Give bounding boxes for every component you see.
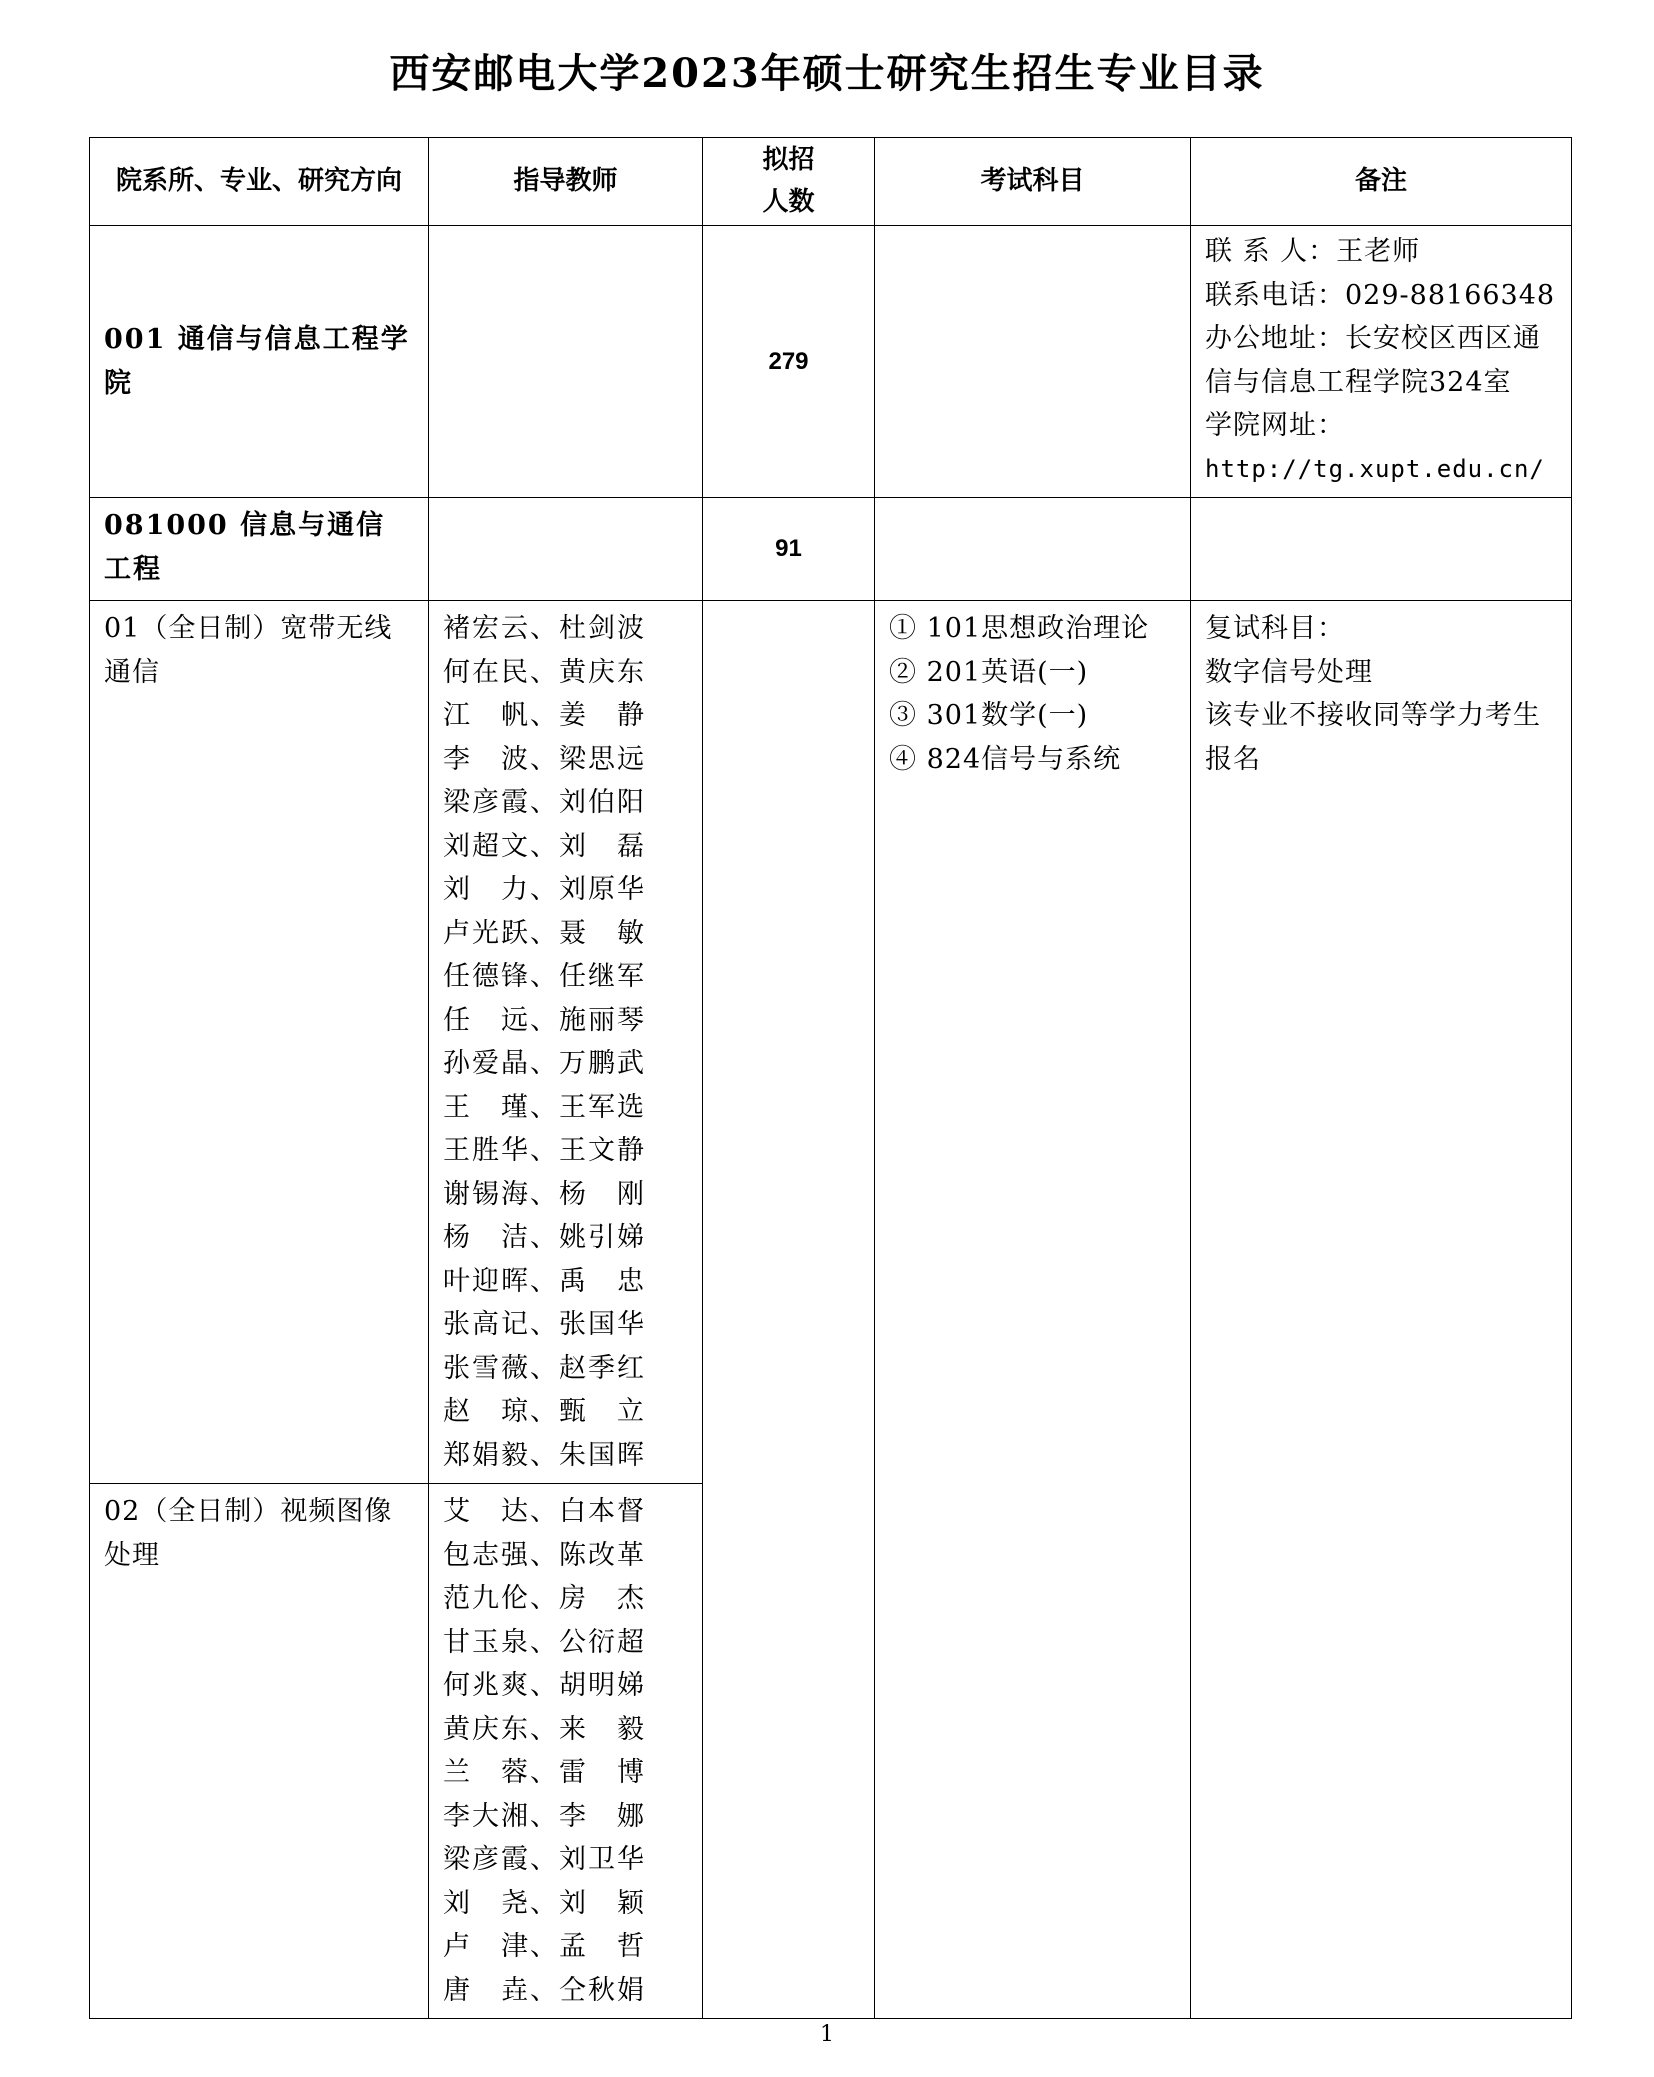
advisor-pair: 褚宏云、杜剑波 <box>443 613 646 644</box>
page-number: 1 <box>820 2022 834 2047</box>
college-row <box>90 226 1572 498</box>
catalog-table <box>89 137 1572 2019</box>
advisor-pair: 张雪薇、赵季红 <box>443 1352 646 1384</box>
advisor-pair: 张高记、张国华 <box>443 1309 646 1340</box>
advisor-pair: 任 远、施丽琴 <box>443 1004 646 1036</box>
advisor-pair: 刘超文、刘 磊 <box>443 830 646 862</box>
exam-subject-math: ③ 301数学(一) <box>889 700 1089 731</box>
advisor-pair: 兰 蓉、雷 博 <box>443 1757 646 1788</box>
direction-01-advisor-cell <box>429 601 703 1484</box>
advisor-pair: 王 瑾、王军选 <box>443 1091 646 1123</box>
header-quota <box>703 138 875 226</box>
major-name-cell <box>90 498 429 601</box>
college-notes-cell <box>1191 226 1572 498</box>
advisor-pair: 何在民、黄庆东 <box>443 656 646 688</box>
college-advisor-cell <box>429 226 703 498</box>
major-quota-cell <box>703 498 875 601</box>
header-quota-line2: 人数 <box>762 187 815 217</box>
major-row <box>90 498 1572 601</box>
office-address-line2: 信与信息工程学院324室 <box>1205 366 1512 398</box>
direction-02-name: 02（全日制）视频图像处理 <box>104 1496 393 1571</box>
advisor-pair: 江 帆、姜 静 <box>443 700 646 731</box>
header-quota-line1: 拟招 <box>762 145 815 175</box>
advisor-pair: 孙爱晶、万鹏武 <box>443 1048 646 1079</box>
college-quota: 279 <box>768 347 809 375</box>
direction-02-advisor-list <box>429 1484 702 2018</box>
advisor-pair: 刘 尧、刘 颖 <box>443 1887 646 1919</box>
advisor-pair: 赵 琼、甄 立 <box>443 1396 646 1427</box>
direction-01-name-cell <box>90 601 429 1484</box>
college-quota-cell <box>703 226 875 498</box>
advisor-pair: 何兆爽、胡明娣 <box>443 1670 646 1701</box>
advisor-pair: 杨 洁、姚引娣 <box>443 1222 646 1253</box>
advisor-pair: 唐 垚、仝秋娟 <box>443 1974 646 2006</box>
college-exam-cell <box>875 226 1191 498</box>
advisor-pair: 刘 力、刘原华 <box>443 874 646 905</box>
header-exam: 考试科目 <box>875 138 1191 226</box>
advisor-pair: 李 波、梁思远 <box>443 743 646 775</box>
direction-02-advisor-cell <box>429 1484 703 2019</box>
website-label: 学院网址： <box>1205 410 1345 441</box>
equivalent-education-note: 该专业不接收同等学力考生报名 <box>1205 700 1541 775</box>
contact-person: 联 系 人：王老师 <box>1205 236 1421 267</box>
retest-label: 复试科目： <box>1205 613 1345 644</box>
retest-subject: 数字信号处理 <box>1205 656 1373 688</box>
exam-subject-english: ② 201英语(一) <box>889 656 1089 688</box>
direction-row-01 <box>90 601 1572 1484</box>
advisor-pair: 王胜华、王文静 <box>443 1135 646 1166</box>
contact-phone: 联系电话：029-88166348 <box>1205 279 1556 311</box>
website-url[interactable]: http://tg.xupt.edu.cn/ <box>1205 454 1545 483</box>
advisor-pair: 黄庆东、来 毅 <box>443 1713 646 1745</box>
major-exam-cell <box>875 498 1191 601</box>
advisor-pair: 梁彦霞、刘卫华 <box>443 1844 646 1875</box>
major-quota: 91 <box>775 535 802 562</box>
direction-01-advisor-list <box>429 601 702 1483</box>
advisor-pair: 卢 津、孟 哲 <box>443 1931 646 1962</box>
exam-subject-politics: ① 101思想政治理论 <box>889 613 1150 644</box>
advisor-pair: 范九伦、房 杰 <box>443 1583 646 1614</box>
direction-01-name: 01（全日制）宽带无线通信 <box>104 613 393 688</box>
advisor-pair: 甘玉泉、公衍超 <box>443 1626 646 1658</box>
advisor-pair: 卢光跃、聂 敏 <box>443 917 646 949</box>
direction-02-name-cell <box>90 1484 429 2019</box>
major-name: 081000 信息与通信工程 <box>104 510 386 585</box>
direction-notes-cell <box>1191 601 1572 2019</box>
header-advisor: 指导教师 <box>429 138 703 226</box>
header-department: 院系所、专业、研究方向 <box>90 138 429 226</box>
advisor-pair: 李大湘、李 娜 <box>443 1800 646 1832</box>
advisor-pair: 郑娟毅、朱国晖 <box>443 1439 646 1471</box>
major-advisor-cell <box>429 498 703 601</box>
exam-subjects-cell <box>875 601 1191 2019</box>
college-name-cell <box>90 226 429 498</box>
header-notes: 备注 <box>1191 138 1572 226</box>
advisor-pair: 谢锡海、杨 刚 <box>443 1178 646 1210</box>
advisor-pair: 任德锋、任继军 <box>443 961 646 992</box>
advisor-pair: 包志强、陈改革 <box>443 1539 646 1571</box>
exam-subject-signals: ④ 824信号与系统 <box>889 743 1122 775</box>
major-notes-cell <box>1191 498 1572 601</box>
college-name: 001 通信与信息工程学院 <box>104 324 410 399</box>
header-row <box>90 138 1572 226</box>
advisor-pair: 叶迎晖、禹 忠 <box>443 1265 646 1297</box>
office-address-line1: 办公地址：长安校区西区通 <box>1205 323 1541 354</box>
advisor-pair: 艾 达、白本督 <box>443 1496 646 1527</box>
advisor-pair: 梁彦霞、刘伯阳 <box>443 787 646 818</box>
page-title: 西安邮电大学2023年硕士研究生招生专业目录 <box>389 50 1265 97</box>
direction-quota-cell <box>703 601 875 2019</box>
